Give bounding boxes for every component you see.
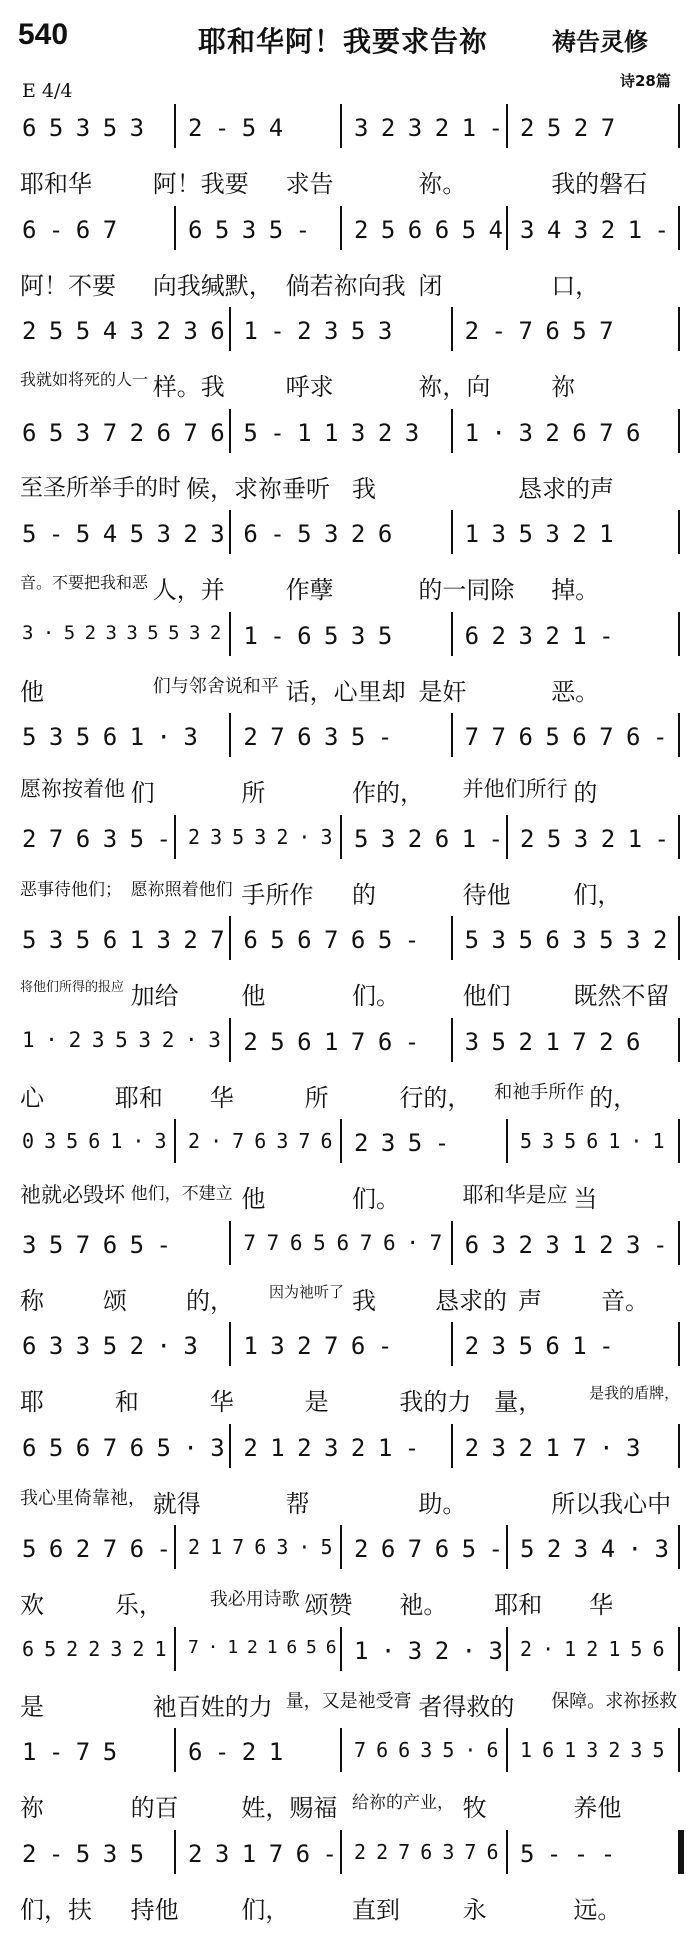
measure: 2 3 1 7 6 - <box>188 1839 336 1868</box>
bar-line <box>451 1322 453 1366</box>
measure: 2 7 6 3 5 - <box>22 824 170 853</box>
measure: 5 - - - <box>520 1839 615 1868</box>
notation-line <box>18 1623 682 1685</box>
notation-line <box>18 1826 682 1888</box>
bar-line <box>174 1830 176 1874</box>
bar-line <box>340 104 342 148</box>
measure: 7 6 6 3 5 · 6 <box>354 1738 498 1762</box>
lyric-fragment: 华 <box>209 1083 234 1112</box>
bar-line <box>678 307 680 351</box>
measure: 6 - 6 7 <box>22 215 117 244</box>
bar-line <box>229 1221 231 1265</box>
bar-line <box>229 612 231 656</box>
lyric-fragment: 的百 <box>130 1794 179 1822</box>
measure: 2 - 5 4 <box>188 114 283 142</box>
lyric-fragment: 是 <box>20 1692 44 1721</box>
lyric-fragment: 将他们所得的报应 <box>20 980 125 995</box>
lyric-fragment: 的， <box>589 1083 638 1112</box>
measure: 2 1 2 3 2 1 - <box>243 1433 419 1462</box>
lyric-fragment: 倘若祢向我 <box>285 271 406 300</box>
lyric-fragment: 手所作 <box>241 880 314 909</box>
measure: 6 3 3 5 2 · 3 <box>22 1332 197 1360</box>
lyrics-line <box>18 1687 682 1723</box>
bar-line <box>229 916 231 960</box>
bar-line <box>174 206 176 250</box>
bar-line <box>229 1018 231 1062</box>
measure: 6 5 3 5 3 <box>22 114 144 142</box>
bar-line <box>678 1627 680 1671</box>
lyric-fragment: 耶和华 <box>20 170 92 198</box>
measure: 7 7 6 5 6 7 6 · 7 <box>243 1230 442 1255</box>
bar-line <box>229 713 231 757</box>
bar-line <box>678 1728 680 1772</box>
lyric-fragment: 是 <box>304 1388 329 1416</box>
lyric-fragment: 所 <box>304 1083 329 1112</box>
measure: 7 7 6 5 6 7 6 - <box>464 723 667 751</box>
measure: 5 3 5 6 1 · 1 <box>520 1129 664 1153</box>
lyric-fragment: 掉。 <box>551 576 600 604</box>
lyric-fragment: 他们 <box>462 982 511 1010</box>
lyric-fragment: 远。 <box>573 1895 622 1924</box>
measure: 7 · 1 2 1 6 5 6 <box>188 1636 336 1658</box>
bar-line <box>451 409 453 453</box>
lyric-fragment: 向我缄默， <box>152 271 273 300</box>
measure: 1 3 5 3 2 1 <box>464 520 613 548</box>
measure: 1 6 1 3 2 3 5 <box>520 1738 664 1762</box>
lyric-fragment: 们与邻舍说和平 <box>152 675 279 697</box>
bar-line <box>678 1119 680 1163</box>
lyrics-line <box>18 1281 682 1317</box>
lyric-fragment: 是奸 <box>418 677 467 706</box>
lyric-fragment: 他们，不建立 <box>130 1184 233 1204</box>
measure: 2 · 7 6 3 7 6 <box>188 1129 332 1153</box>
bar-line <box>340 1119 342 1163</box>
lyric-fragment: 音。不要把我和恶 <box>20 573 149 592</box>
lyric-fragment: 愿祢照着他们 <box>130 879 233 900</box>
measure: 6 5 3 5 - <box>188 215 310 244</box>
lyric-fragment: 我心里倚靠祂， <box>20 1487 146 1509</box>
measure: 2 3 5 6 1 - <box>464 1332 613 1360</box>
lyric-fragment: 样。我 <box>152 373 225 401</box>
bar-line <box>229 409 231 453</box>
lyric-fragment: 持他 <box>130 1895 179 1924</box>
measure: 2 7 6 3 5 - <box>243 723 392 751</box>
lyric-fragment: 耶和华是应 <box>462 1183 568 1207</box>
lyrics-line <box>18 1788 682 1824</box>
lyric-fragment: 们， <box>573 880 622 909</box>
notation-line <box>18 100 682 162</box>
bar-line <box>340 1525 342 1569</box>
bar-line <box>451 713 453 757</box>
measure: 2 6 7 6 5 - <box>354 1535 502 1563</box>
notation-line <box>18 405 682 467</box>
lyric-fragment: 口， <box>551 271 600 300</box>
measure: 2 5 6 1 7 6 - <box>243 1027 419 1056</box>
measure: 2 5 3 2 1 - <box>520 824 668 853</box>
lyric-fragment: 的一同除 <box>418 576 515 604</box>
notation-line <box>18 912 682 974</box>
bar-line <box>678 1525 680 1569</box>
measure: 3 4 3 2 1 - <box>520 215 668 244</box>
bar-line <box>174 1627 176 1671</box>
lyric-fragment: 祢。 <box>418 170 467 198</box>
notation-line <box>18 1318 682 1380</box>
lyric-fragment: 是我的盾牌， <box>589 1384 680 1402</box>
lyric-fragment: 华 <box>589 1591 614 1619</box>
lyric-fragment: 他 <box>241 1185 266 1213</box>
bar-line <box>174 1728 176 1772</box>
lyric-fragment: 我 <box>352 1286 376 1315</box>
notation-line <box>18 303 682 365</box>
measure: 5 3 2 6 1 - <box>354 824 502 853</box>
bar-line <box>340 206 342 250</box>
bar-line <box>678 1424 680 1468</box>
bar-line <box>451 1424 453 1468</box>
bar-line <box>451 916 453 960</box>
lyric-fragment: 加给 <box>130 982 179 1010</box>
lyrics-line <box>18 1078 682 1114</box>
lyric-fragment: 当 <box>573 1185 598 1213</box>
lyric-fragment: 们 <box>130 779 155 807</box>
lyric-fragment: 乐， <box>114 1591 163 1619</box>
lyrics-line <box>18 469 682 505</box>
measure: 2 2 7 6 3 7 6 <box>354 1839 498 1864</box>
measure: 2 · 1 2 1 5 6 <box>520 1636 664 1661</box>
measure: 1 - 2 3 5 3 <box>243 317 392 345</box>
bar-line <box>174 1525 176 1569</box>
lyric-fragment: 音。 <box>601 1286 649 1315</box>
lyric-fragment: 他 <box>241 982 266 1010</box>
measure: 5 3 5 6 1 3 2 7 <box>22 926 224 954</box>
measure: 6 5 2 2 3 2 1 <box>22 1636 166 1661</box>
measure: 3 2 3 2 1 - <box>354 114 502 142</box>
lyric-fragment: 行的， <box>399 1083 472 1112</box>
lyric-fragment: 们，扶 <box>20 1895 92 1924</box>
bar-line <box>174 1119 176 1163</box>
bar-line <box>340 1627 342 1671</box>
measure: 2 1 7 6 3 · 5 <box>188 1535 332 1559</box>
measure: 0 3 5 6 1 · 3 <box>22 1129 166 1153</box>
lyric-fragment: 就得 <box>152 1489 201 1518</box>
measure: 3 5 2 1 7 2 6 <box>464 1027 640 1056</box>
lyric-fragment: 给祢的产业， <box>352 1793 454 1813</box>
lyric-fragment: 我必用诗歌 <box>209 1589 300 1610</box>
lyric-fragment: 闭 <box>418 271 443 300</box>
bar-line <box>678 612 680 656</box>
bar-line <box>678 713 680 757</box>
lyric-fragment: 祂百姓的力 <box>152 1692 273 1721</box>
measure: 5 3 5 6 1 · 3 <box>22 723 197 751</box>
bar-line <box>506 1830 508 1874</box>
lyric-fragment: 祂就必毁坏 <box>20 1183 125 1207</box>
lyrics-line <box>18 1890 682 1926</box>
bar-line <box>506 206 508 250</box>
lyric-fragment: 耶 <box>20 1388 44 1416</box>
lyric-fragment: 姓，赐福 <box>241 1794 338 1822</box>
notation-line <box>18 709 682 771</box>
lyric-fragment: 作孽 <box>285 576 334 604</box>
bar-line <box>678 1322 680 1366</box>
lyric-fragment: 的， <box>186 1286 234 1315</box>
bar-line <box>678 1830 684 1874</box>
measure: 5 - 1 1 3 2 3 <box>243 418 419 447</box>
measure: 6 5 6 7 6 5 - <box>243 926 419 954</box>
notation-line <box>18 811 682 873</box>
bar-line <box>451 510 453 554</box>
measure: 2 - 5 3 5 <box>22 1839 144 1868</box>
bar-line <box>451 612 453 656</box>
bar-line <box>340 1728 342 1772</box>
measure: 1 · 3 2 6 7 6 <box>464 418 640 447</box>
hymn-title: 耶和华阿！我要求告祢 <box>198 25 489 58</box>
lyric-fragment: 呼求 <box>285 373 334 401</box>
lyric-fragment: 声 <box>518 1286 542 1315</box>
measure: 3 · 5 2 3 3 5 5 3 2 <box>22 621 221 644</box>
lyrics-line <box>18 164 682 200</box>
bar-line <box>174 104 176 148</box>
lyric-fragment: 保障。求祢拯救 <box>551 1690 678 1712</box>
bar-line <box>451 307 453 351</box>
lyric-fragment: 待他 <box>462 880 511 909</box>
bar-line <box>340 815 342 859</box>
measure: 5 - 5 4 5 3 2 3 <box>22 520 224 548</box>
lyric-fragment: 我 <box>352 474 376 503</box>
lyrics-line <box>18 773 682 809</box>
lyric-fragment: 者得救的 <box>418 1692 515 1721</box>
lyric-fragment: 我的磐石 <box>551 170 648 198</box>
bar-line <box>229 510 231 554</box>
bar-line <box>506 1525 508 1569</box>
lyric-fragment: 求告 <box>285 170 334 198</box>
notation-line <box>18 1521 682 1583</box>
key-signature: E 4/4 <box>22 80 73 102</box>
measure: 1 - 7 5 <box>22 1738 117 1766</box>
bar-line <box>678 510 680 554</box>
lyrics-line <box>18 1179 682 1215</box>
measure: 6 5 6 7 6 5 · 3 <box>22 1433 224 1462</box>
measure: 3 5 7 6 5 - <box>22 1230 170 1259</box>
bar-line <box>506 1119 508 1163</box>
lyric-fragment: 至圣所举手的时 <box>20 474 181 501</box>
lyric-fragment: 颂赞 <box>304 1591 353 1619</box>
lyrics-line <box>18 1382 682 1418</box>
lyric-fragment: 既然不留 <box>573 982 670 1010</box>
lyrics-line <box>18 875 682 911</box>
bar-line <box>678 104 680 148</box>
notation-line <box>18 1217 682 1279</box>
measure: 2 3 5 - <box>354 1129 449 1157</box>
bar-line <box>678 206 680 250</box>
lyric-fragment: 恶。 <box>551 677 600 706</box>
lyric-fragment: 养他 <box>573 1794 622 1822</box>
lyric-fragment: 所 <box>241 779 266 807</box>
bar-line <box>506 815 508 859</box>
measure: 2 - 7 6 5 7 <box>464 317 613 345</box>
lyrics-line <box>18 266 682 302</box>
notation-line <box>18 608 682 670</box>
bar-line <box>506 104 508 148</box>
lyric-fragment: 话，心里却 <box>285 677 406 706</box>
lyric-fragment: 他 <box>20 677 44 706</box>
lyric-fragment: 和祂手所作 <box>494 1081 585 1103</box>
notation-line <box>18 1420 682 1482</box>
bar-line <box>678 1018 680 1062</box>
lyric-fragment: 阿！我要 <box>152 170 249 198</box>
measure: 1 · 2 3 5 3 2 · 3 <box>22 1027 220 1052</box>
measure: 2 3 2 1 7 · 3 <box>464 1433 640 1462</box>
bar-line <box>506 1728 508 1772</box>
lyric-fragment: 们。 <box>352 982 400 1010</box>
measure: 2 5 6 6 5 4 <box>354 215 502 244</box>
notation-line <box>18 1115 682 1177</box>
scripture-reference: 诗28篇 <box>620 72 671 90</box>
measure: 6 3 2 3 1 2 3 - <box>464 1230 667 1259</box>
bar-line <box>678 1221 680 1265</box>
lyric-fragment: 恳求的声 <box>518 474 614 503</box>
lyrics-line <box>18 1585 682 1621</box>
notation-line <box>18 202 682 264</box>
lyric-fragment: 祢 <box>551 373 576 401</box>
lyric-fragment: 欢 <box>20 1591 44 1619</box>
measure: 6 5 3 7 2 6 7 6 <box>22 418 224 447</box>
bar-line <box>506 1627 508 1671</box>
lyric-fragment: 我就如将死的人一 <box>20 370 149 389</box>
measure: 2 5 2 7 <box>520 114 615 142</box>
lyric-fragment: 耶和 <box>494 1591 543 1619</box>
measure: 2 5 5 4 3 2 3 6 <box>22 317 224 345</box>
lyric-fragment: 助。 <box>418 1489 467 1518</box>
hymn-number: 540 <box>18 18 69 51</box>
lyric-fragment: 们， <box>241 1895 290 1924</box>
lyric-fragment: 们。 <box>352 1185 400 1213</box>
lyric-fragment: 直到 <box>352 1895 400 1924</box>
lyric-fragment: 耶和 <box>114 1083 163 1112</box>
measure: 1 3 2 7 6 - <box>243 1332 392 1360</box>
bar-line <box>229 307 231 351</box>
bar-line <box>174 815 176 859</box>
measure: 1 - 6 5 3 5 <box>243 621 392 650</box>
lyric-fragment: 量，又是祂受膏 <box>285 1690 412 1712</box>
measure: 5 2 3 4 · 3 <box>520 1535 668 1563</box>
bar-line <box>229 1424 231 1468</box>
lyric-fragment: 祢，向 <box>418 373 491 401</box>
measure: 1 · 3 2 · 3 <box>354 1636 502 1665</box>
lyric-fragment: 候，求祢垂听 <box>186 474 330 503</box>
lyric-fragment: 恶事待他们； <box>20 879 122 900</box>
lyric-fragment: 作的， <box>352 779 424 807</box>
measure: 6 - 2 1 <box>188 1738 283 1766</box>
measure: 5 6 2 7 6 - <box>22 1535 170 1563</box>
lyric-fragment: 祢 <box>20 1794 44 1822</box>
lyric-fragment: 牧 <box>462 1794 487 1822</box>
bar-line <box>678 916 680 960</box>
lyric-fragment: 愿祢按着他 <box>20 777 125 801</box>
lyrics-line <box>18 976 682 1012</box>
bar-line <box>340 1830 342 1874</box>
lyric-fragment: 因为祂听了 <box>269 1282 345 1301</box>
lyric-fragment: 心 <box>20 1083 44 1112</box>
bar-line <box>451 1221 453 1265</box>
notation-line <box>18 1014 682 1076</box>
hymn-category: 祷告灵修 <box>552 28 648 56</box>
lyric-fragment: 恳求的 <box>435 1286 507 1315</box>
lyrics-line <box>18 367 682 403</box>
lyrics-line <box>18 672 682 708</box>
lyrics-line <box>18 1484 682 1520</box>
lyric-fragment: 我的力 <box>399 1388 472 1416</box>
bar-line <box>229 1322 231 1366</box>
lyric-fragment: 帮 <box>285 1489 310 1518</box>
lyric-fragment: 所以我心中 <box>551 1489 672 1518</box>
lyric-fragment: 华 <box>209 1388 234 1416</box>
lyric-fragment: 人，并 <box>152 576 225 604</box>
lyric-fragment: 量， <box>494 1388 543 1416</box>
lyric-fragment: 的 <box>352 880 376 909</box>
measure: 5 3 5 6 3 5 3 2 <box>464 926 667 954</box>
notation-line <box>18 506 682 568</box>
bar-line <box>451 1018 453 1062</box>
lyric-fragment: 的 <box>573 779 598 807</box>
lyric-fragment: 永 <box>462 1895 487 1924</box>
measure: 6 - 5 3 2 6 <box>243 520 392 548</box>
lyric-fragment: 并他们所行 <box>462 777 568 801</box>
lyric-fragment: 阿！不要 <box>20 271 116 300</box>
lyric-fragment: 称 <box>20 1286 44 1315</box>
bar-line <box>678 815 680 859</box>
measure: 2 3 5 3 2 · 3 <box>188 824 332 849</box>
lyric-fragment: 颂 <box>103 1286 127 1315</box>
lyrics-line <box>18 570 682 606</box>
lyric-fragment: 祂。 <box>399 1591 448 1619</box>
measure: 6 2 3 2 1 - <box>464 621 613 650</box>
lyric-fragment: 和 <box>114 1388 139 1416</box>
notation-line <box>18 1724 682 1786</box>
bar-line <box>678 409 680 453</box>
